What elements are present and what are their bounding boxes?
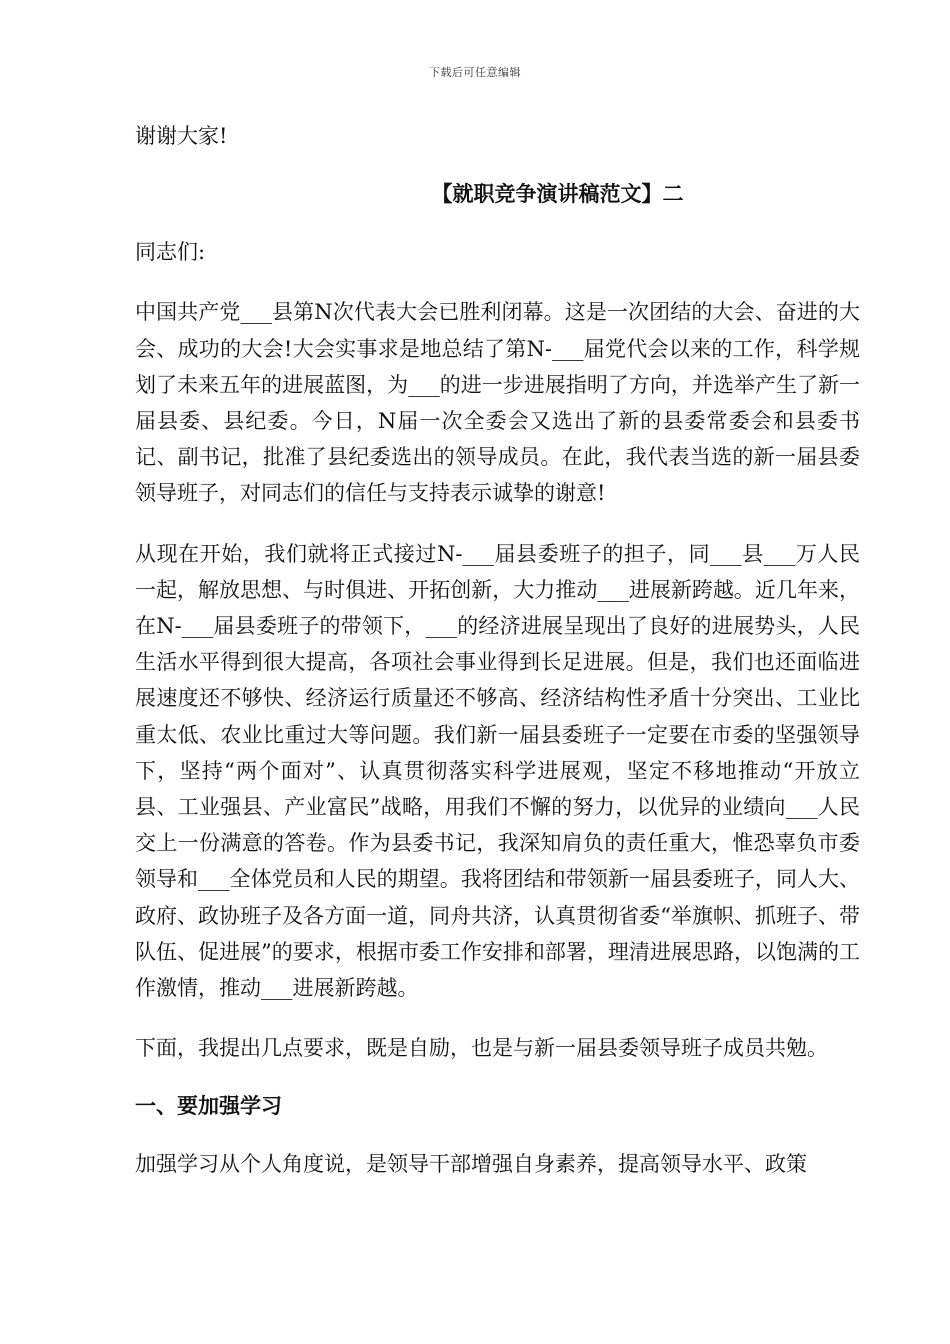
heading-study: 一、要加强学习	[135, 1094, 282, 1119]
spacer	[135, 1124, 860, 1146]
spacer	[135, 1066, 860, 1088]
section-title: 【就职竞争演讲稿范文】二	[431, 182, 684, 207]
paragraph-2: 从现在开始，我们就将正式接过N-___届县委班子的担子，同___县___万人民一起，解放思想、与时俱进、开拓创新，大力推动___进展新跨越。近几年来，在N-___届县委班子的带领下，___的经济进展呈现出了良好的进展势头，人民生活水平得到很大提高，各项社会事业得到长足进展。但是，我们也还面临进展速度还不够快、经济运行质量还不够高、经济结构性矛盾十分突出、工业比重太低、农业比重过大等问题。我们新一届县委班子一定要在市委的坚强领导下，坚持“两个面对”、认真贯彻落实科学进展观，坚定不移地推动“开放立县、工业强县、产业富民”战略，用我们不懈的努力，以优异的业绩向___人民交上一份满意的答卷。作为县委书记，我深知肩负的责任重大，惟恐辜负市委领导和___全体党员和人民的期望。我将团结和带领新一届县委班子，同人大、政府、政协班子及各方面一道，同舟共济，认真贯彻省委“举旗帜、抓班子、带队伍、促进展”的要求，根据市委工作安排和部署，理清进展思路，以饱满的工作激情，推动___进展新跨越。	[135, 541, 860, 1001]
paragraph-4: 加强学习从个人角度说，是领导干部增强自身素养，提高领导水平、政策	[135, 1152, 807, 1177]
spacer	[135, 1006, 860, 1030]
greeting: 同志们:	[135, 240, 206, 265]
document-body	[135, 118, 860, 1183]
spacer	[135, 512, 860, 536]
header-note: 下载后可任意编辑	[429, 66, 521, 79]
spacer	[135, 270, 860, 294]
spacer	[135, 154, 860, 176]
paragraph-3: 下面，我提出几点要求，既是自励，也是与新一届县委领导班子成员共勉。	[135, 1036, 828, 1061]
spacer	[135, 212, 860, 234]
paragraph-1: 中国共产党___县第N次代表大会已胜利闭幕。这是一次团结的大会、奋进的大会、成功的大会!大会实事求是地总结了第N-___届党代会以来的工作，科学规划了未来五年的进展蓝图，为___的进一步进展指明了方向，并选举产生了新一届县委、县纪委。今日，N届一次全委会又选出了新的县委常委会和县委书记、副书记，批准了县纪委选出的领导成员。在此，我代表当选的新一届县委领导班子，对同志们的信任与支持表示诚挚的谢意!	[135, 300, 860, 506]
closing-thanks: 谢谢大家!	[135, 124, 228, 148]
